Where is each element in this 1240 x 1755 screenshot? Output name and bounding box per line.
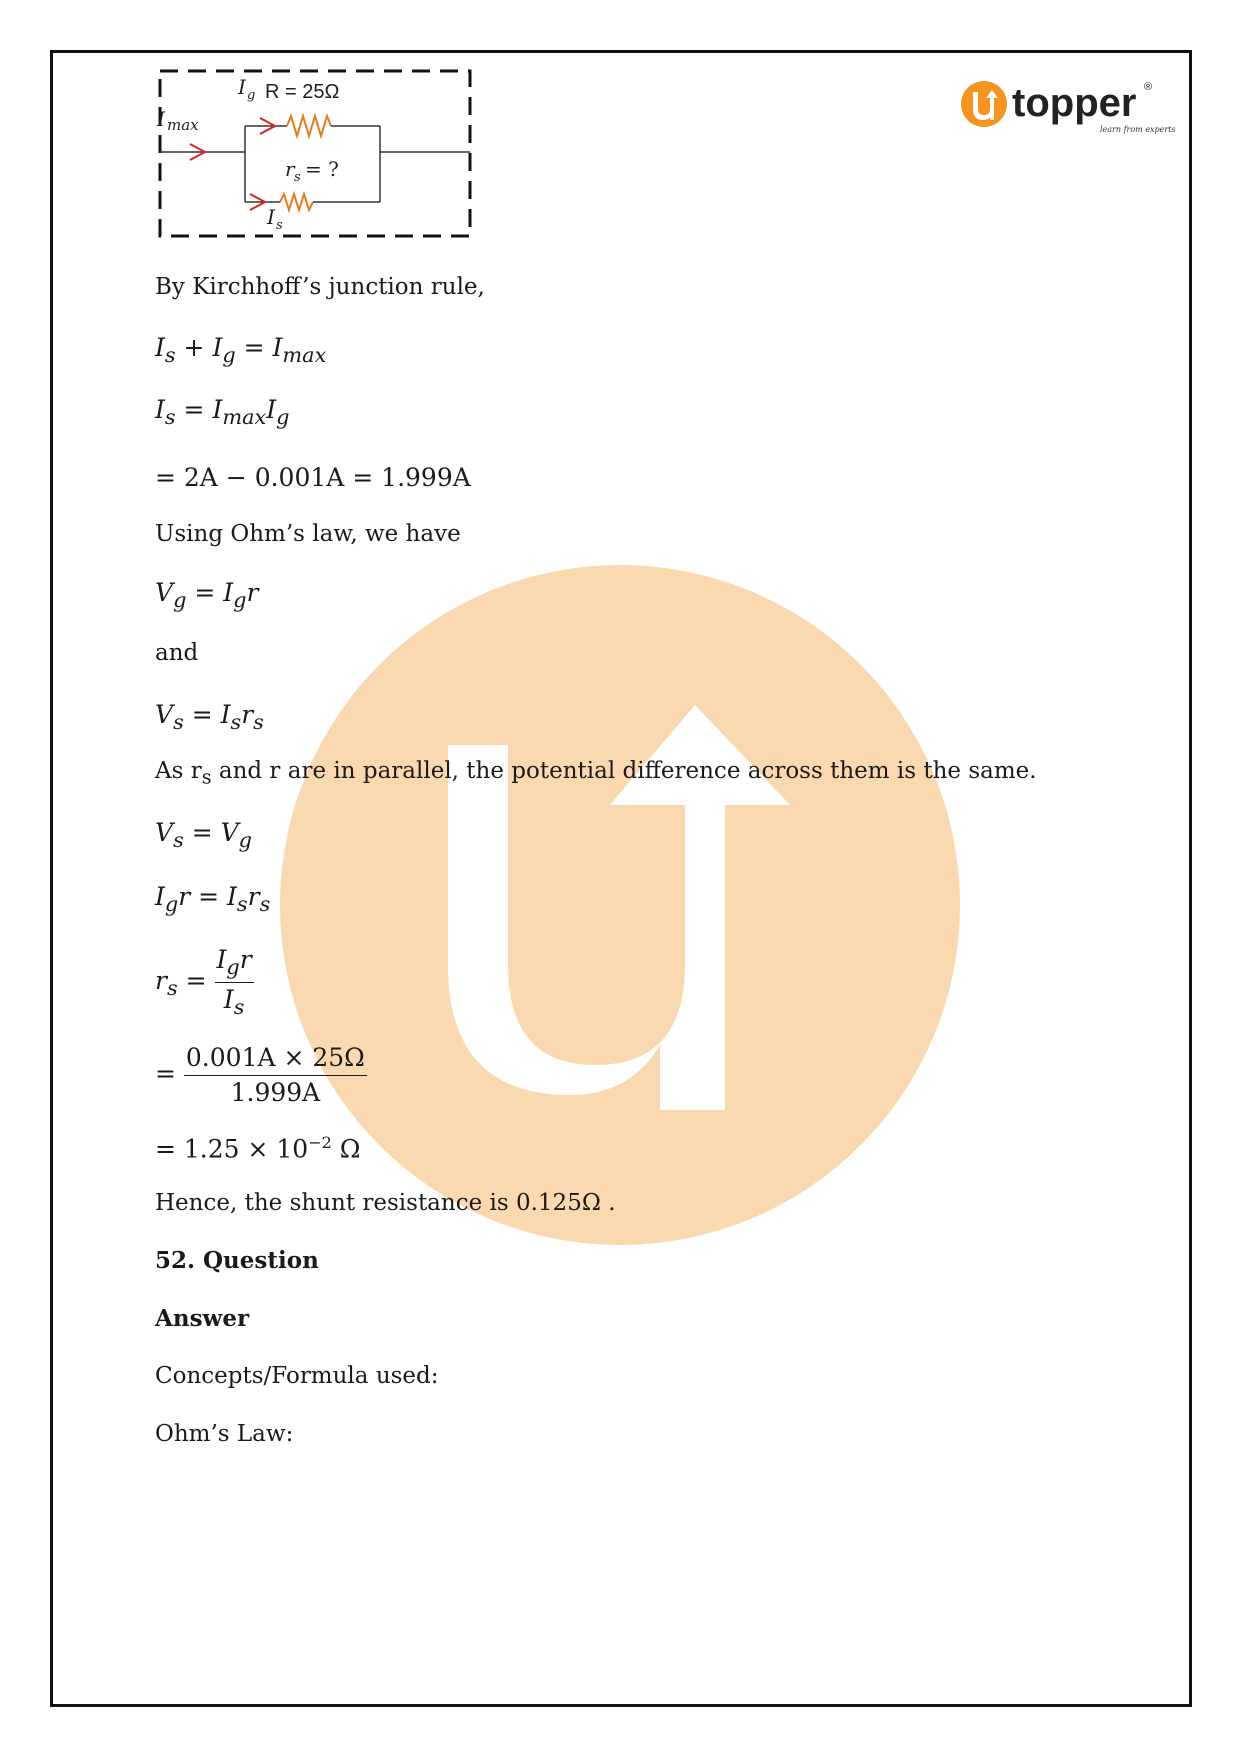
conclusion-text: Hence, the shunt resistance is 0.125Ω . xyxy=(155,1190,616,1216)
ohms-law-text: Ohm’s Law: xyxy=(155,1421,294,1447)
equation-vs-vg: $V_s = V_g$ xyxy=(155,818,253,852)
equation-vs: $V_s = I_sr_s$ xyxy=(155,700,264,734)
rs-label: = ? xyxy=(305,157,339,181)
answer-heading: Answer xyxy=(155,1305,250,1332)
svg-text:learn from experts: learn from experts xyxy=(1100,125,1176,134)
equation-is: $I_s = I_{max}I_g$ xyxy=(155,395,290,429)
svg-text:®: ® xyxy=(1144,81,1153,93)
equation-rs-fraction: $r_s$ = $\frac{I_gr}{I_s}$ xyxy=(155,945,252,1019)
kirchhoff-text: By Kirchhoff’s junction rule, xyxy=(155,274,485,300)
svg-text:I: I xyxy=(238,75,246,99)
svg-text:topper: topper xyxy=(1012,81,1137,125)
equation-junction: $I_s + I_g = I_{max}$ xyxy=(155,333,327,367)
equation-is-value: = 2A − 0.001A = 1.999A xyxy=(155,463,471,492)
equation-rs-values: = $\frac{0.001A \times 25\Omega}{1.999A}$ xyxy=(155,1043,365,1107)
equation-igr: $I_gr = I_sr_s$ xyxy=(155,882,271,916)
svg-text:r: r xyxy=(285,157,295,181)
svg-text:I: I xyxy=(157,107,165,131)
r-label: R = 25Ω xyxy=(265,81,340,103)
equation-vg: $V_g = I_gr$ xyxy=(155,578,259,612)
question-heading: 52. Question xyxy=(155,1247,319,1274)
topper-watermark-icon xyxy=(280,565,960,1245)
imax-subscript: max xyxy=(167,116,199,134)
ohm-text: Using Ohm’s law, we have xyxy=(155,521,461,547)
is-subscript: s xyxy=(276,218,283,233)
parallel-text: As $r_s$ and r are in parallel, the potential difference across them is the same. xyxy=(155,758,1037,789)
concepts-text: Concepts/Formula used: xyxy=(155,1363,439,1389)
shunt-circuit-diagram xyxy=(155,66,475,241)
ig-subscript: g xyxy=(247,88,256,103)
equation-result: = $1.25 \times 10^{-2}$ Ω xyxy=(155,1133,361,1164)
svg-text:I: I xyxy=(267,205,275,229)
and-text: and xyxy=(155,640,199,666)
rs-subscript: s xyxy=(294,170,301,185)
topper-logo-icon xyxy=(960,76,1176,146)
